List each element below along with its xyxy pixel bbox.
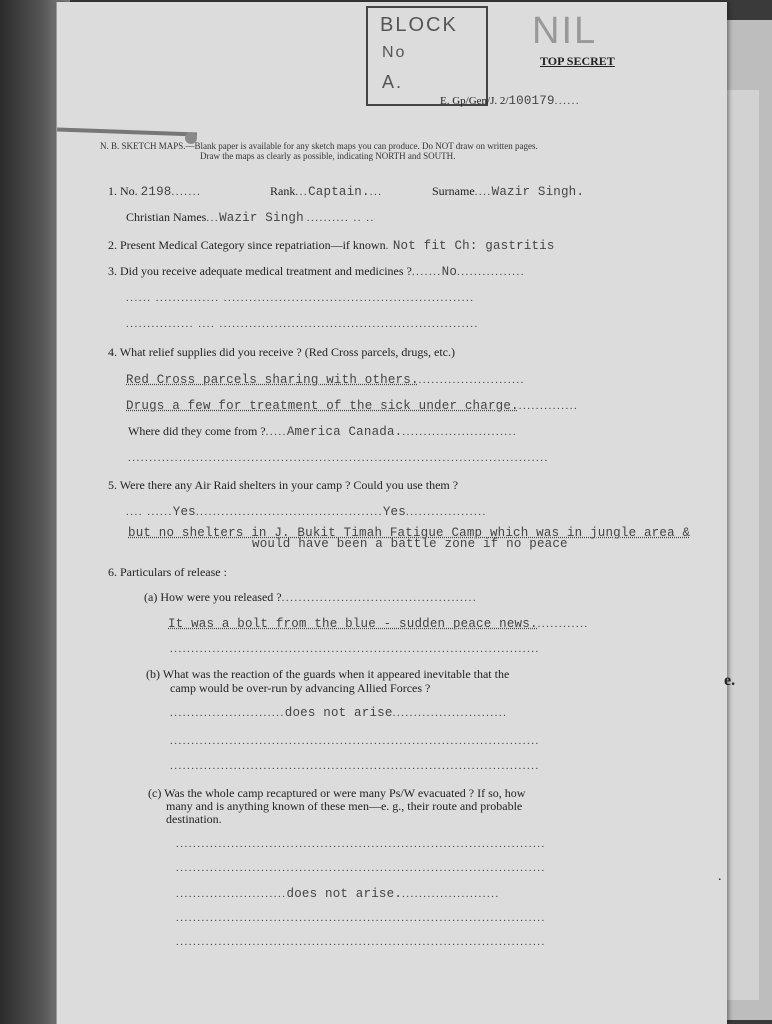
q4-answer-2: Drugs a few for treatment of the sick under charge.	[126, 399, 519, 413]
q5-answer-line-2: would have been a battle zone if no peace	[252, 537, 568, 551]
q1-rank-label: Rank	[270, 184, 296, 198]
q5-answer-line-1: but no shelters in J. Bukit Timah Fatigue Camp which was in jungle area &	[128, 526, 691, 540]
q1-christian: Christian Names...Wazir Singh .......... .. ..	[126, 210, 375, 225]
margin-mark-2: .	[718, 869, 722, 884]
q6b-answer-line: ...........................does not arise...........................	[170, 706, 508, 720]
q3-line: 3. Did you receive adequate medical treatment and medicines ?.......No................	[108, 264, 526, 279]
q5-yes-line: .... ......Yes............................................Yes...................	[126, 505, 487, 519]
q1-no-value: 2198	[140, 185, 172, 199]
q6a-line: (a) How were you released ?..............................................	[144, 590, 478, 604]
q2-line: 2. Present Medical Category since repatriation—if known. Not fit Ch: gastritis	[108, 238, 555, 253]
q6c-blank-line-1: .......................................................................................	[176, 838, 546, 850]
q1-christian-label: Christian Names	[126, 210, 207, 224]
q2-value: Not fit Ch: gastritis	[392, 239, 555, 253]
q4-where-value: America Canada.	[286, 425, 403, 439]
q5-answer-yes-2: Yes	[382, 505, 406, 519]
reference-prefix: E. Gp/Gen/J. 2/	[440, 95, 509, 107]
q4-answer-2-line: Drugs a few for treatment of the sick under charge...............	[126, 399, 579, 413]
q6b-label-2: camp would be over-run by advancing Allied Forces ?	[170, 681, 431, 695]
q1-surname: Surname....Wazir Singh.	[432, 184, 585, 199]
q1-line	[108, 184, 201, 199]
q6c-blank-line-2: .......................................................................................	[176, 862, 546, 874]
q1-rank-dots: ...	[369, 186, 383, 198]
sketch-note-line-2: Draw the maps as clearly as possible, indicating NORTH and SOUTH.	[200, 151, 456, 161]
q5-answer-yes-1: Yes	[172, 505, 196, 519]
q6a-label: (a) How were you released ?	[144, 590, 282, 604]
q6-label: 6. Particulars of release :	[108, 565, 227, 579]
q6b-label-1: (b) What was the reaction of the guards when it appeared inevitable that the	[146, 667, 510, 681]
q5-label: 5. Were there any Air Raid shelters in your camp ? Could you use them ?	[108, 478, 459, 492]
nil-annotation: NIL	[532, 10, 598, 52]
q6a-answer-line: It was a bolt from the blue - sudden peace news.............	[168, 617, 589, 631]
q2-label: 2. Present Medical Category since repatriation—if known	[108, 238, 386, 252]
q1-surname-label: Surname	[432, 184, 475, 198]
q3-value: No	[441, 265, 458, 279]
margin-mark-1: e.	[724, 672, 736, 689]
q1-christian-dots: .......... .. ..	[306, 212, 375, 224]
stamp-line-3: A.	[382, 72, 404, 92]
q3-blank-line-3: ................ .... .............................................................	[126, 318, 479, 330]
stamp-line-1: BLOCK	[380, 14, 458, 36]
q1-rank: Rank...Captain....	[270, 184, 383, 199]
reference-dots: ......	[554, 95, 581, 107]
q6c-answer-line: ..........................does not arise........................	[176, 887, 500, 901]
q6c-blank-line-3: .......................................................................................	[176, 912, 546, 924]
q6c-label-3: destination.	[166, 812, 222, 826]
block-stamp	[366, 6, 488, 106]
q6c-label-2: many and is anything known of these men—e. g., their route and probable	[166, 799, 523, 813]
q4-answer-1-line: Red Cross parcels sharing with others..........................	[126, 373, 525, 387]
q1-no-label: 1. No.	[108, 184, 138, 198]
q4-where-line: Where did they come from ?.....America Canada............................	[128, 424, 518, 439]
q1-no-dots: .......	[171, 186, 202, 198]
reference-value: 100179	[508, 94, 555, 108]
q6b-blank-line-1: .......................................................................................	[170, 735, 540, 747]
q1-surname-value: Wazir Singh.	[491, 185, 585, 199]
stamp-line-2: No	[382, 44, 407, 61]
q6a-blank-line: .......................................................................................	[170, 643, 540, 655]
q4-where-label: Where did they come from ?	[128, 424, 266, 438]
q1-rank-value: Captain.	[308, 185, 370, 199]
q6c-answer: does not arise.	[286, 887, 403, 901]
q6b-answer: does not arise	[284, 706, 393, 720]
sketch-maps-note	[100, 141, 660, 161]
q4-blank-line: ...................................................................................................	[128, 452, 549, 464]
q6c-blank-line-4: .......................................................................................	[176, 936, 546, 948]
reference-number	[440, 94, 580, 108]
q1-christian-value: Wazir Singh	[219, 211, 304, 225]
classification-label: TOP SECRET	[540, 54, 615, 68]
q3-blank-line-2: ...... ............... ...........................................................	[126, 292, 475, 304]
q6a-answer: It was a bolt from the blue - sudden peace news.	[168, 617, 538, 631]
binding-string	[57, 128, 197, 137]
q4-label: 4. What relief supplies did you receive ? (Red Cross parcels, drugs, etc.)	[108, 345, 456, 359]
q6b-blank-line-2: .......................................................................................	[170, 760, 540, 772]
q3-label: 3. Did you receive adequate medical treatment and medicines ?	[108, 264, 412, 278]
q6c-label-1: (c) Was the whole camp recaptured or were many Ps/W evacuated ? If so, how	[148, 786, 526, 800]
q4-answer-1: Red Cross parcels sharing with others.	[126, 373, 419, 387]
sketch-note-line-1: N. B. SKETCH MAPS.—Blank paper is available for any sketch maps you can produce. Do NOT draw on written pages.	[100, 141, 538, 151]
